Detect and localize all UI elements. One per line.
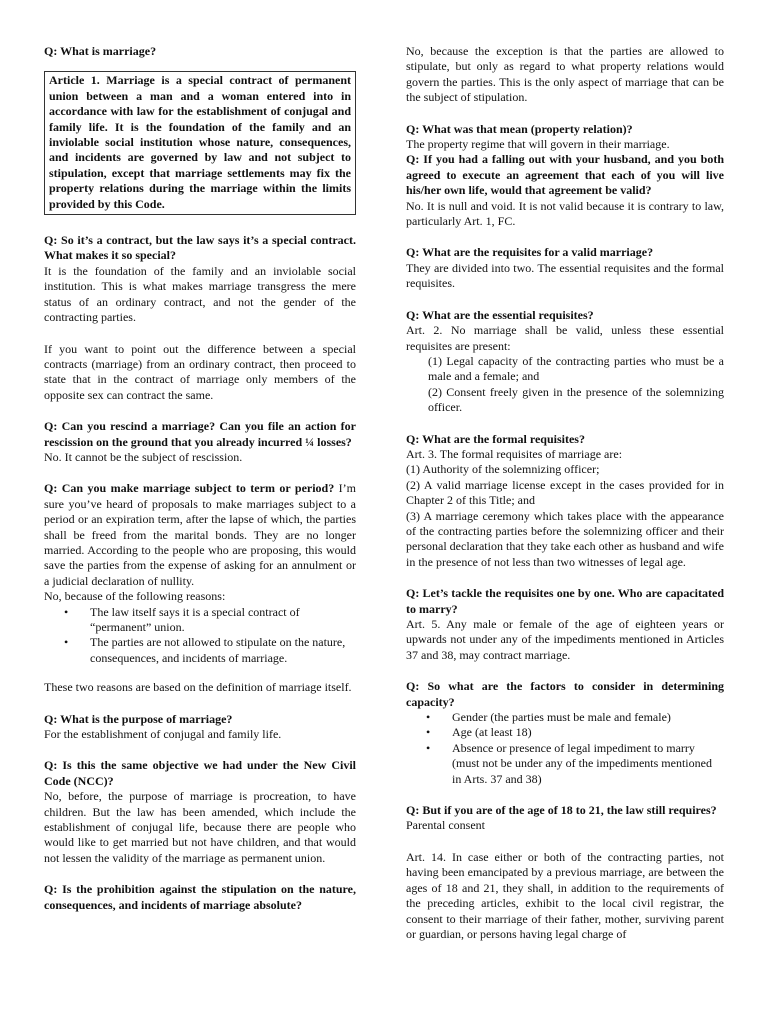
article-14-paragraph: Art. 14. In case either or both of the contracting parties, not having been emancipated by a previous marriage, are between the ages of 18 and 21, they shall, in addition to the requirements of the preceding articles, exhibit to the local civil registrar, the consent to their marriage of their father, mother, surviving parent or guardian, or persons having legal charge of [406, 849, 724, 941]
question-formal-requisites: Q: What are the formal requisites? [406, 431, 585, 446]
answer-purpose: For the establishment of conjugal and family life. [44, 727, 282, 742]
right-column [406, 44, 724, 958]
article-1-box: Article 1. Marriage is a special contract of permanent union between a man and a woman entered into in accordance with law for the establishment of conjugal and family life. It is the foundation of the family and an inviolable social institution whose nature, consequences, and incidents are governed by law and not subject to stipulation, except that marriage settlements may fix the property relations during the marriage within the limits provided by this Code. [44, 71, 356, 215]
answer-falling-out: No. It is null and void. It is not valid because it is contrary to law, particularly Art. 1, FC. [406, 198, 724, 229]
list-item: • The parties are not allowed to stipulate on the nature, consequences, and incidents of marriage. [90, 635, 356, 666]
question-rescind: Q: Can you rescind a marriage? Can you file an action for rescission on the ground that you already incurred ¼ losses? [44, 419, 356, 449]
answer-age-18-21: Parental consent [406, 818, 485, 833]
list-item: • Gender (the parties must be male and female) [452, 710, 724, 725]
list-item: (1) Legal capacity of the contracting parties who must be a male and a female; and [428, 353, 724, 384]
answer-requisites: They are divided into two. The essential requisites and the formal requisites. [406, 260, 724, 291]
question-prohibition: Q: Is the prohibition against the stipulation on the nature, consequences, and incidents of marriage absolute? [44, 882, 356, 912]
answer-special-contract: It is the foundation of the family and an inviolable social institution. This is what makes marriage transgress the mere status of an ordinary contract, and not the gender of the contracting parties. [44, 263, 356, 325]
answer-term-period: I’m sure you’ve heard of proposals to make marriages subject to a period or an expiration term, after the lapse of which, the parties shall be freed from the marital bonds. They are no longer married. According to the people who are proposing, this would save the parties from the expense of asking for an annulment or a judicial declaration of nullity. [44, 481, 356, 588]
answer-reasons-intro: No, because of the following reasons: [44, 589, 226, 604]
list-item: (3) A marriage ceremony which takes place with the appearance of the contracting parties before the solemnizing officer and their personal declaration that they take each other as husband and wife in the presence of not less than two witnesses of legal age. [406, 508, 724, 569]
term-period-paragraph [44, 481, 356, 589]
answer-formal-requisites: Art. 3. The formal requisites of marriage are: [406, 446, 623, 461]
question-capacitated: Q: Let’s tackle the requisites one by one. Who are capacitated to marry? [406, 586, 724, 616]
reasons-list [44, 605, 356, 667]
answer-ncc: No, before, the purpose of marriage is procreation, to have children. But the law has been amended, which include the establishment of conjugal life, because there are people who would like to get married but not have children, and that would not lessen the validity of the marriage as permanent union. [44, 789, 356, 865]
list-item: (2) Consent freely given in the presence of the solemnizing officer. [428, 384, 724, 415]
question-capacity-factors: Q: So what are the factors to consider in determining capacity? [406, 679, 724, 709]
answer-essential-requisites: Art. 2. No marriage shall be valid, unless these essential requisites are present: [406, 323, 724, 353]
essential-requisites-list [406, 354, 724, 416]
left-column [44, 44, 356, 929]
answer-capacitated: Art. 5. Any male or female of the age of eighteen years or upwards not under any of the impediments mentioned in Articles 37 and 38, may contract marriage. [406, 617, 724, 662]
formal-requisites-list [406, 462, 724, 570]
list-item: (2) A valid marriage license except in the cases provided for in Chapter 2 of this Title; and [406, 477, 724, 508]
question-essential-requisites: Q: What are the essential requisites? [406, 307, 594, 322]
paragraph-two-reasons: These two reasons are based on the definition of marriage itself. [44, 680, 352, 695]
question-falling-out: Q: If you had a falling out with your husband, and you both agreed to execute an agreement that each of you will live his/her own life, would that agreement be valid? [406, 152, 724, 198]
question-requisites: Q: What are the requisites for a valid marriage? [406, 245, 654, 260]
question-age-18-21: Q: But if you are of the age of 18 to 21, the law still requires? [406, 803, 717, 818]
question-term-period: Q: Can you make marriage subject to term or period? [44, 481, 335, 496]
question-purpose: Q: What is the purpose of marriage? [44, 711, 233, 726]
answer-rescind: No. It cannot be the subject of rescission. [44, 449, 243, 464]
paragraph-difference: If you want to point out the difference between a special contracts (marriage) from an ordinary contract, then proceed to state that in the contract of marriage only members of the opposite sex can contract the same. [44, 341, 356, 402]
question-special-contract: Q: So it’s a contract, but the law says it’s a special contract. What makes it so special? [44, 233, 356, 263]
list-item: • Absence or presence of legal impediment to marry (must not be under any of the impediments mentioned in Arts. 37 and 38) [452, 741, 724, 787]
answer-property-relation: The property regime that will govern in their marriage. [406, 137, 670, 152]
list-item: • Age (at least 18) [452, 725, 724, 740]
answer-prohibition: No, because the exception is that the parties are allowed to stipulate, but only as regard to what property relations would govern the parties. This is the only aspect of marriage that can be the subject of stipulation. [406, 44, 724, 105]
list-item: • The law itself says it is a special contract of “permanent” union. [90, 605, 356, 636]
list-item: (1) Authority of the solemnizing officer; [406, 462, 600, 477]
question-property-relation: Q: What was that mean (property relation)? [406, 121, 633, 136]
capacity-factors-list [406, 710, 724, 787]
question-ncc: Q: Is this the same objective we had under the New Civil Code (NCC)? [44, 758, 356, 788]
question-what-is-marriage: Q: What is marriage? [44, 44, 157, 58]
